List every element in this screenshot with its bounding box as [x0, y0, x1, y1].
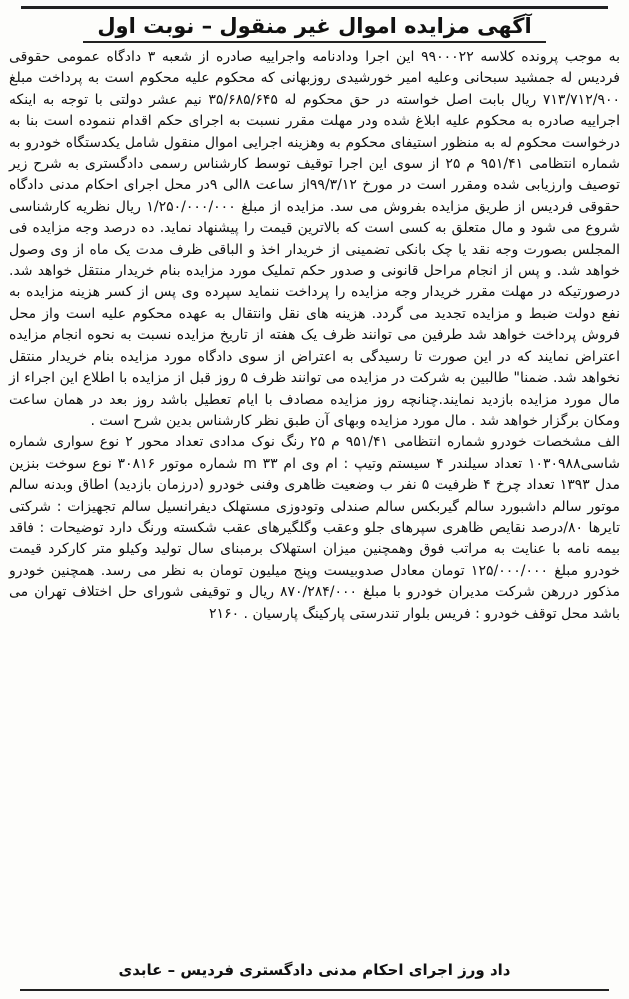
notice-paragraph-main: به موجب پرونده کلاسه ۹۹۰۰۰۲۲ این اجرا ودادنامه واجراییه صادره از شعبه ۳ دادگاه عمومی حقوقی فردیس له جمشید سبحانی وعلیه امیر خورشیدی روزبهانی که محکوم علیه محکوم است به پرداخت مبلغ ۷۱۳/۷۱۲/۹۰۰ ریال بابت اصل خواسته در حق محکوم له ۳۵/۶۸۵/۶۴۵ نیم عشر دولتی با توجه به اینکه اجراییه صادره به محکوم علیه ابلاغ شده ودر مهلت مقرر نسبت به اجرای حکم اقدام ننموده است بنا به درخواست محکوم له به منظور استیفای محکوم به وهزینه اجرایی اموال منقول شامل یکدستگاه خودرو به شماره انتظامی ۹۵۱/۴۱ م ۲۵ از سوی این اجرا توقیف توسط کارشناس رسمی دادگستری به شرح زیر توصیف وارزیابی شده ومقرر است در مورخ ۹۹/۳/۱۲از ساعت ۸الی ۹در محل اجرای احکام مدنی دادگاه حقوقی فردیس از طریق مزایده بفروش می سد. مزایده از مبلغ ۱/۲۵۰/۰۰۰/۰۰۰ ریال نظریه کارشناسی شروع می شود و مال متعلق به کسی است که بالاترین قیمت را پیشنهاد نماید. ده درصد وجه مزایده فی المجلس بصورت وجه نقد یا چک بانکی تضمینی از خریدار اخذ و الباقی ظرف مدت یک ماه از وی وصول خواهد شد. و پس از انجام مراحل قانونی و صدور حکم تملیک مورد مزایده بنام خریدار منتقل خواهد شد. درصورتیکه در مهلت مقرر خریدار وجه مزایده را پرداخت ننماید سپرده وی پس از کسر هزینه مزایده به نفع دولت ضبط و مزایده تجدید می گردد. هزینه های نقل وانتقال به عهده محکوم علیه است واز محل فروش پرداخت خواهد شد طرفین می توانند ظرف یک هفته از تاریخ مزایده نسبت به نحوه انجام مزایده اعتراض نمایند که در این صورت تا رسیدگی به اعتراض از سوی دادگاه مورد مزایده بنام خریدار منتقل نخواهد شد. ضمنا" طالبین به شرکت در مزایده می توانند ظرف ۵ روز قبل از مزایده با اطلاع این اجراء از مال مورد مزایده بازدید نمایند.چنانچه روز مزایده مصادف با ایام تعطیل باشد روز بعد در همان ساعت ومکان برگزار خواهد شد . مال مورد مزایده وبهای آن طبق نظر کارشناس بدین شرح است . [9, 49, 620, 429]
bottom-rule [20, 989, 609, 991]
notice-title: آگهی مزایده اموال غیر منقول – نوبت اول [83, 11, 545, 43]
top-rule [21, 6, 608, 9]
title-wrap [9, 11, 620, 43]
notice-signature: داد ورز اجرای احکام مدنی دادگستری فردیس – عابدی [118, 961, 511, 979]
notice-paragraph-vehicle: الف مشخصات خودرو شماره انتظامی ۹۵۱/۴۱ م ۲۵ رنگ نوک مدادی تعداد محور ۲ نوع سواری شماره شاسی۱۰۳۰۹۸۸ تعداد سیلندر ۴ سیستم وتیپ : ام وی ام ۳۳ m شماره موتور ۳۰۸۱۶ نوع سوخت بنزین مدل ۱۳۹۳ تعداد چرخ ۴ ظرفیت ۵ نفر ب وضعیت ظاهری وفنی خودرو (درزمان بازدید) اطاق وبدنه سالم موتور سالم داشبورد سالم گیربکس سالم صندلی وتودوزی مستهلک دیفرانسیل سالم تجهیزات : شرکتی تایرها ۸۰/درصد نقایص ظاهری سپرهای جلو وعقب وگلگیرهای عقب شکسته ورنگ دارد توضیحات : فاقد بیمه نامه با عنایت به مراتب فوق وهمچنین میزان استهلاک برمبنای سال تولید وکیلو متر کارکرد قیمت خودرو مبلغ ۱۲۵/۰۰۰/۰۰۰ تومان معادل صدوبیست وپنج میلیون تومان به نظر می رسد. همچنین خودرو مذکور دررهن شرکت مدیران خودرو با مبلغ ۸۷۰/۲۸۴/۰۰۰ ریال و توقیفی شورای حل اختلاف تهران می باشد محل توقف خودرو : فریس بلوار تندرستی پارکینگ پارسیان . ۲۱۶۰ [9, 434, 620, 622]
notice-body [9, 47, 620, 625]
